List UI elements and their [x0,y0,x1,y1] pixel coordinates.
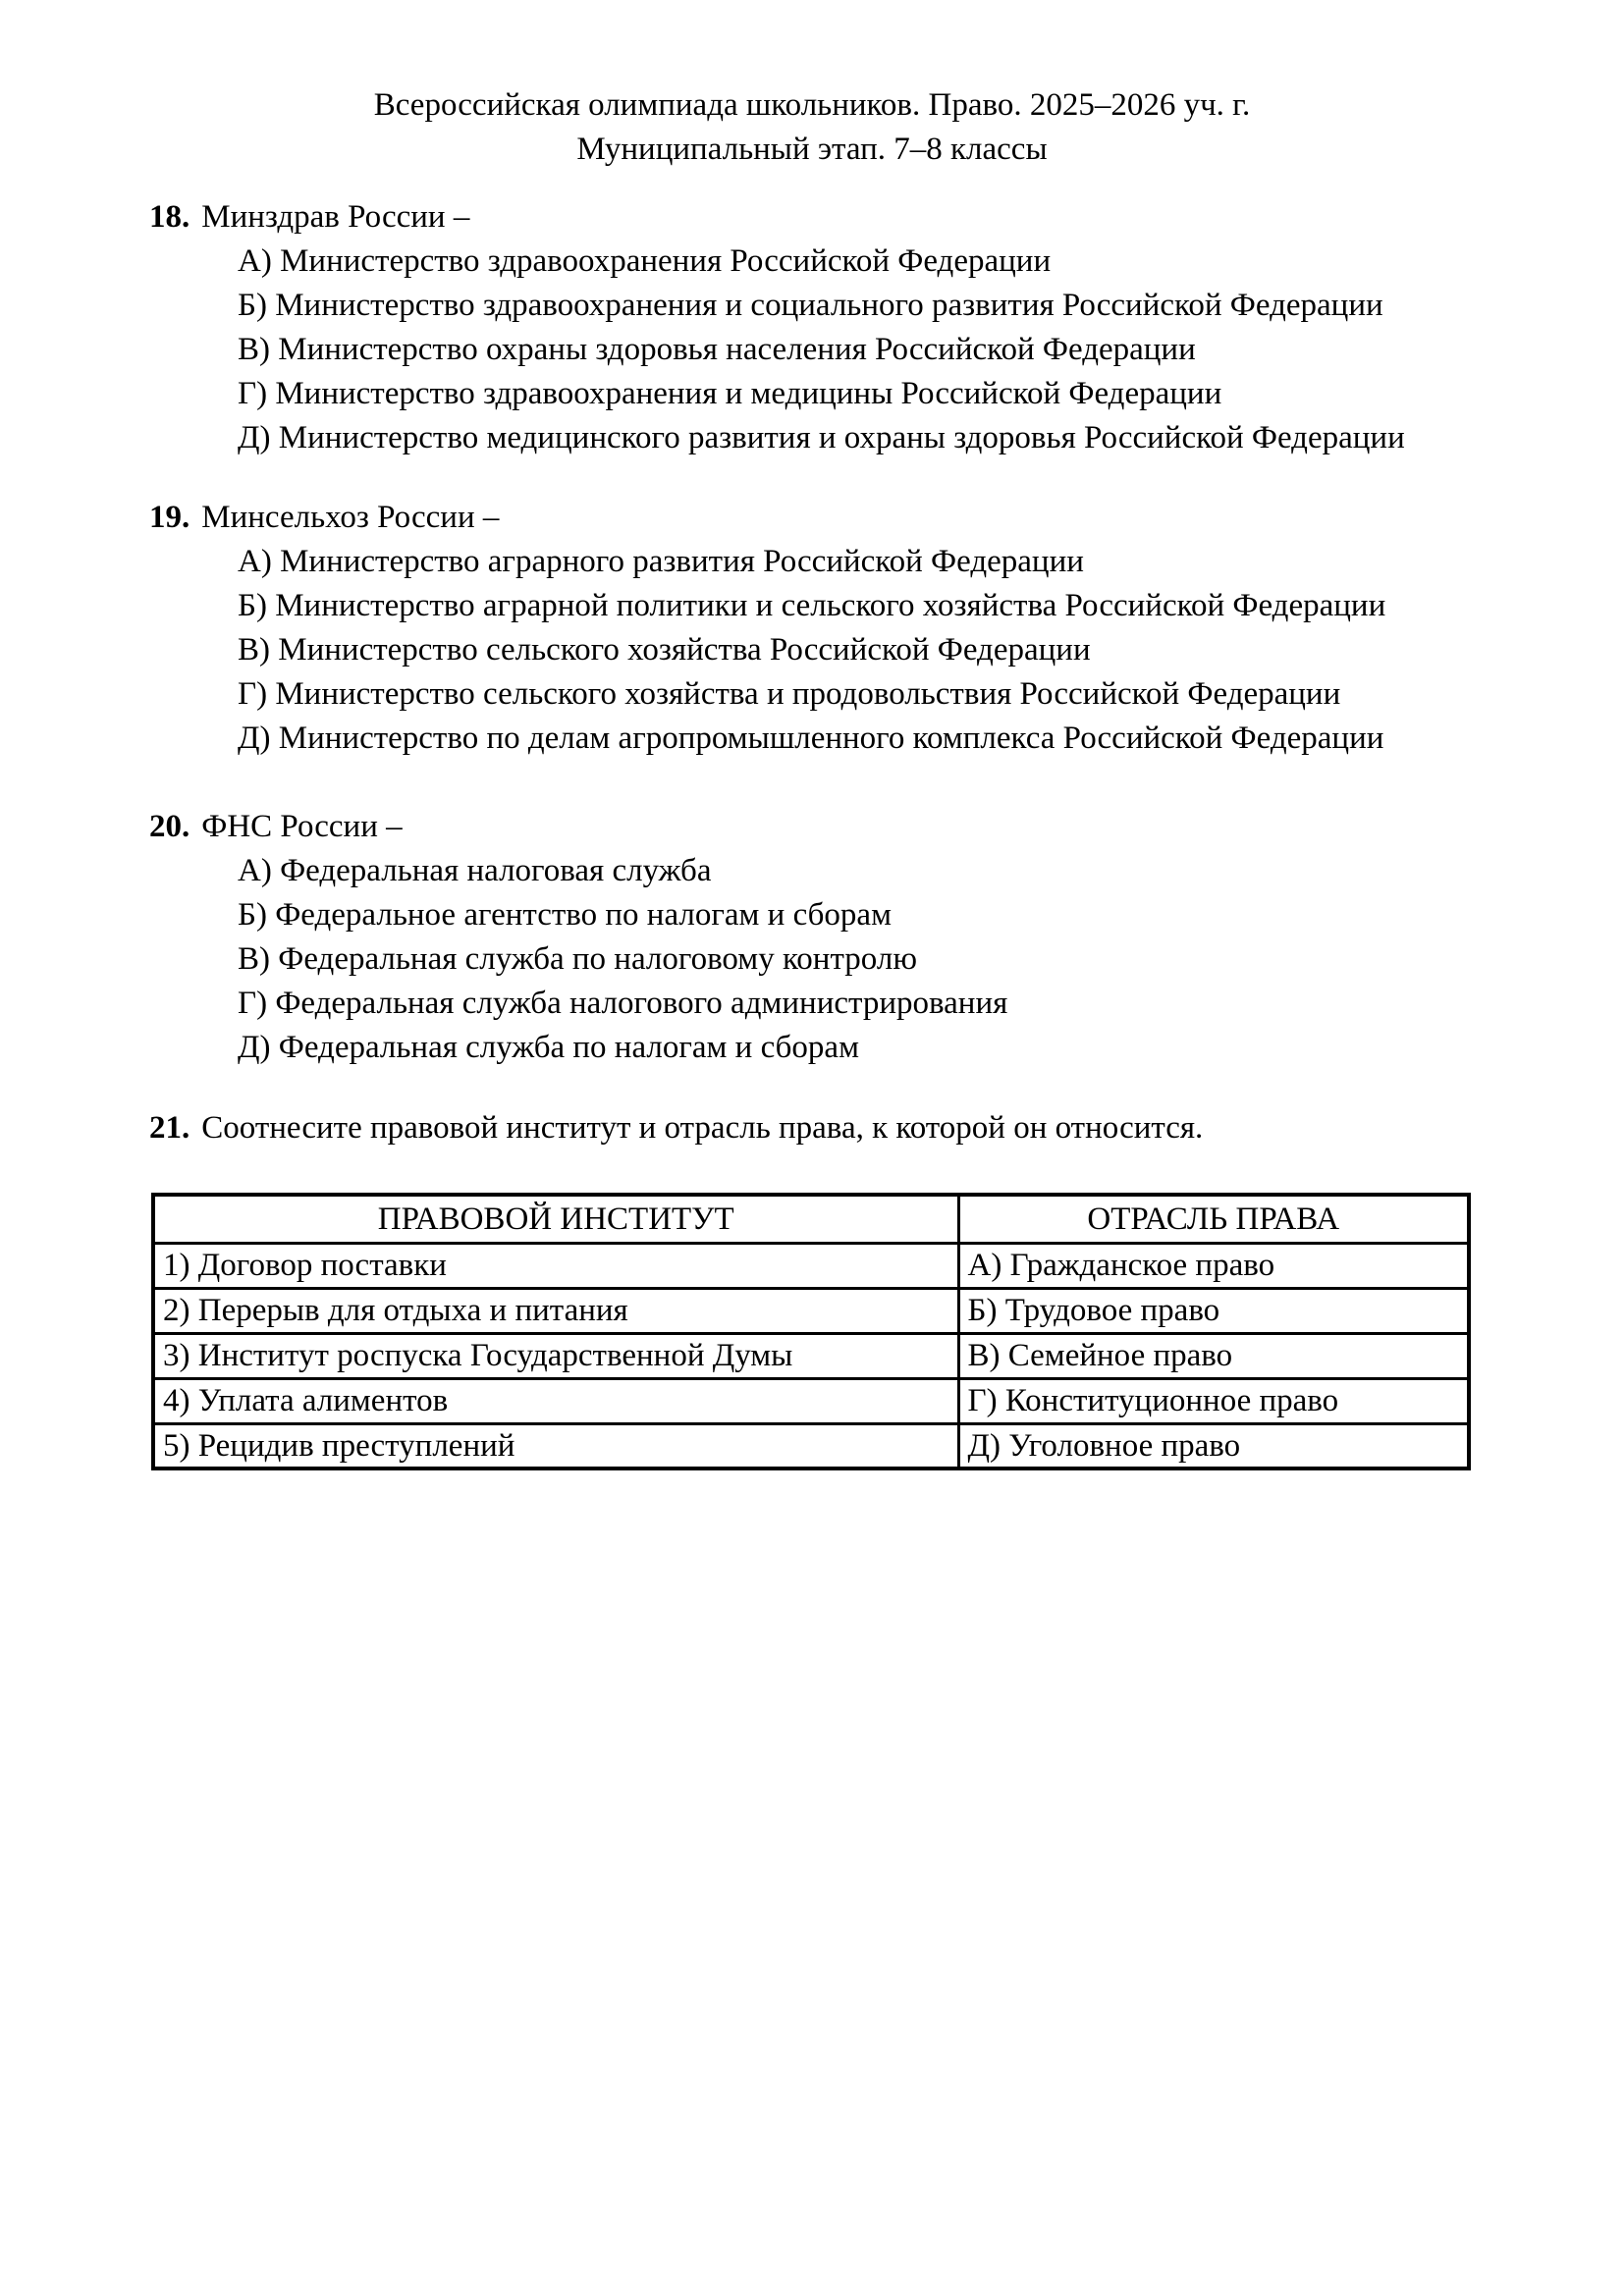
question-18-option-v: В) Министерство охраны здоровья населения Российской Федерации [238,332,1196,367]
table-cell-institute-4: 4) Уплата алиментов [153,1378,958,1423]
question-18-option-b: Б) Министерство здравоохранения и социального развития Российской Федерации [238,288,1383,323]
question-20-title: ФНС России – [201,809,403,844]
matching-table-header-institute: ПРАВОВОЙ ИНСТИТУТ [153,1195,958,1243]
question-19-option-v: В) Министерство сельского хозяйства Российской Федерации [238,632,1091,667]
matching-table [151,1193,1471,1470]
question-18-option-g: Г) Министерство здравоохранения и медицины Российской Федерации [238,376,1222,411]
document-header [149,83,1475,172]
question-20-number: 20. [149,809,190,844]
question-21-title: Соотнесите правовой институт и отрасль права, к которой он относится. [201,1110,1204,1146]
question-20-option-g: Г) Федеральная служба налогового администрирования [238,986,1008,1021]
table-row-3 [153,1333,1469,1378]
table-cell-institute-3: 3) Институт роспуска Государственной Думы [153,1333,958,1378]
question-21-stem [149,1106,1475,1150]
question-20-option-d: Д) Федеральная служба по налогам и сборам [238,1030,859,1065]
table-cell-institute-5: 5) Рецидив преступлений [153,1423,958,1468]
question-18 [149,195,1475,460]
table-row-2 [153,1288,1469,1333]
question-19-stem [149,496,1475,540]
question-18-option-d: Д) Министерство медицинского развития и охраны здоровья Российской Федерации [238,420,1405,455]
question-18-number: 18. [149,199,190,235]
question-19-number: 19. [149,500,190,535]
question-19-option-b: Б) Министерство аграрной политики и сельского хозяйства Российской Федерации [238,588,1386,623]
table-cell-branch-4: Г) Конституционное право [958,1378,1469,1423]
table-cell-branch-1: А) Гражданское право [958,1243,1469,1288]
question-18-title: Минздрав России – [201,199,470,235]
table-row-5 [153,1423,1469,1468]
matching-table-header-row [153,1195,1469,1243]
question-20-option-b: Б) Федеральное агентство по налогам и сборам [238,897,892,933]
table-cell-institute-1: 1) Договор поставки [153,1243,958,1288]
table-row-1 [153,1243,1469,1288]
question-19-option-g: Г) Министерство сельского хозяйства и продовольствия Российской Федерации [238,676,1341,712]
question-19-option-d: Д) Министерство по делам агропромышленного комплекса Российской Федерации [238,721,1384,756]
matching-table-header-branch: ОТРАСЛЬ ПРАВА [958,1195,1469,1243]
table-cell-branch-5: Д) Уголовное право [958,1423,1469,1468]
question-19-option-a: А) Министерство аграрного развития Российской Федерации [238,544,1084,579]
question-20-option-v: В) Федеральная служба по налоговому контролю [238,941,917,977]
question-18-option-a: А) Министерство здравоохранения Российской Федерации [238,243,1052,279]
table-cell-branch-3: В) Семейное право [958,1333,1469,1378]
question-19-title: Минсельхоз России – [201,500,500,535]
question-19 [149,496,1475,761]
header-line-2: Муниципальный этап. 7–8 классы [576,132,1048,167]
table-row-4 [153,1378,1469,1423]
question-20 [149,805,1475,1070]
question-21 [149,1106,1475,1150]
question-18-stem [149,195,1475,240]
table-cell-institute-2: 2) Перерыв для отдыха и питания [153,1288,958,1333]
question-21-number: 21. [149,1110,190,1146]
question-20-stem [149,805,1475,849]
table-cell-branch-2: Б) Трудовое право [958,1288,1469,1333]
header-line-1: Всероссийская олимпиада школьников. Право. 2025–2026 уч. г. [373,87,1251,123]
question-20-option-a: А) Федеральная налоговая служба [238,853,712,888]
